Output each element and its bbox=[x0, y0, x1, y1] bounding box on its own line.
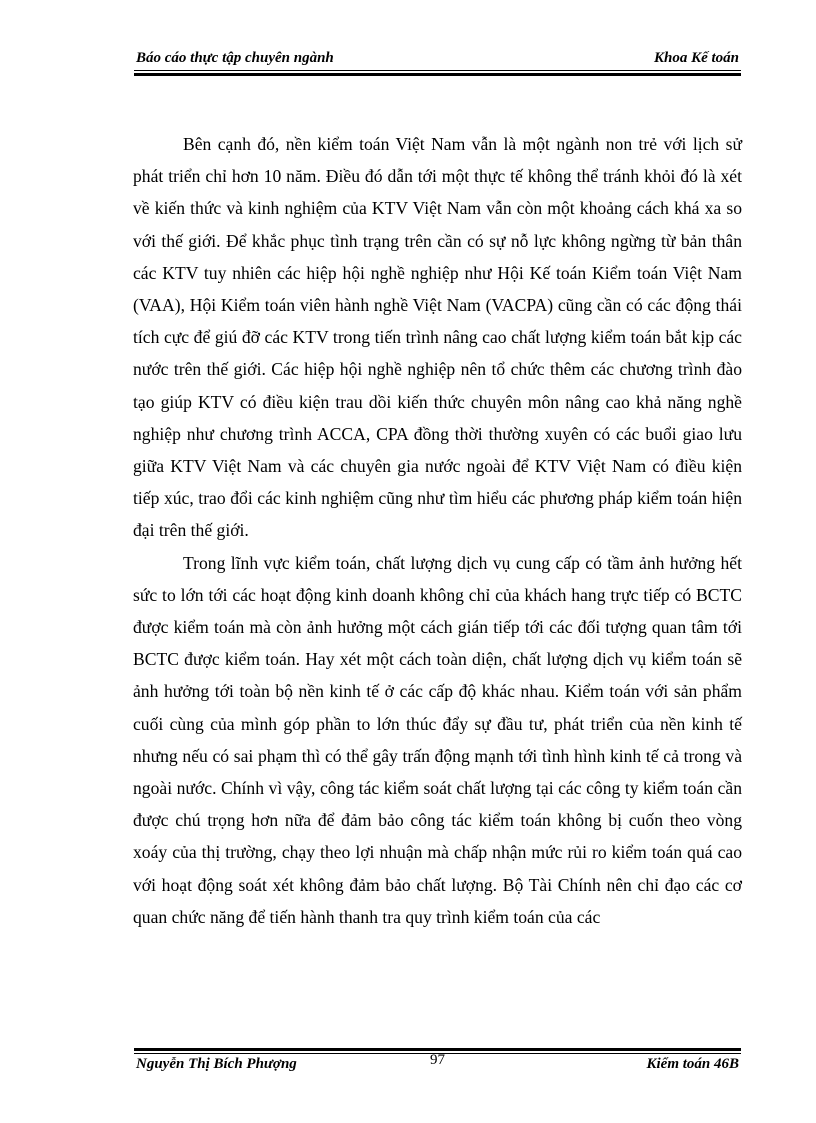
header-report-title: Báo cáo thực tập chuyên ngành bbox=[136, 50, 334, 66]
footer-class: Kiểm toán 46B bbox=[646, 1056, 739, 1072]
header-rule-thin bbox=[134, 70, 741, 71]
paragraph-1: Bên cạnh đó, nền kiểm toán Việt Nam vẫn là một ngành non trẻ với lịch sử phát triển chỉ hơn 10 năm. Điều đó dẫn tới một thực tế không thể tránh khỏi đó là xét về kiến thức và kinh nghiệm của KTV Việt Nam vẫn còn một khoảng cách khá xa so với thế giới. Để khắc phục tình trạng trên cần có sự nỗ lực không ngừng từ bản thân các KTV tuy nhiên các hiệp hội nghề nghiệp như Hội Kế toán Kiểm toán Việt Nam (VAA), Hội Kiểm toán viên hành nghề Việt Nam (VACPA) cũng cần có các động thái tích cực để giú đỡ các KTV trong tiến trình nâng cao chất lượng kiểm toán bắt kịp các nước trên thế giới. Các hiệp hội nghề nghiệp nên tổ chức thêm các chương trình đào tạo giúp KTV có điều kiện trau dồi kiến thức chuyên môn nâng cao khả năng nghề nghiệp như chương trình ACCA, CPA đồng thời thường xuyên có các buổi giao lưu giữa KTV Việt Nam và các chuyên gia nước ngoài để KTV Việt Nam có điều kiện tiếp xúc, trao đổi các kinh nghiệm cũng như tìm hiểu các phương pháp kiểm toán hiện đại trên thế giới. bbox=[133, 134, 742, 541]
paragraph-2: Trong lĩnh vực kiểm toán, chất lượng dịch vụ cung cấp có tầm ảnh hưởng hết sức to lớn tới các hoạt động kinh doanh không chỉ của khách hang trực tiếp có BCTC được kiểm toán mà còn ảnh hưởng một cách gián tiếp tới các đối tượng quan tâm tới BCTC được kiểm toán. Hay xét một cách toàn diện, chất lượng dịch vụ kiểm toán sẽ ảnh hưởng tới toàn bộ nền kinh tế ở các cấp độ khác nhau. Kiểm toán với sản phẩm cuối cùng của mình góp phần to lớn thúc đẩy sự đầu tư, phát triển của nền kinh tế nhưng nếu có sai phạm thì có thể gây trấn động mạnh tới tình hình kinh tế cả trong và ngoài nước. Chính vì vậy, công tác kiểm soát chất lượng tại các công ty kiểm toán cần được chú trọng hơn nữa để đảm bảo công tác kiểm toán không bị cuốn theo vòng xoáy của thị trường, chạy theo lợi nhuận mà chấp nhận mức rủi ro kiểm toán quá cao với hoạt động soát xét không đảm bảo chất lượng. Bộ Tài Chính nên chỉ đạo các cơ quan chức năng để tiến hành thanh tra quy trình kiểm toán của các bbox=[133, 552, 742, 927]
page-number: 97 bbox=[430, 1052, 445, 1068]
header-department: Khoa Kế toán bbox=[653, 50, 739, 66]
header-rule-thick bbox=[134, 73, 741, 76]
page-footer bbox=[134, 1048, 741, 1078]
footer-rule-thick bbox=[134, 1048, 741, 1051]
footer-author: Nguyễn Thị Bích Phượng bbox=[136, 1056, 297, 1072]
body-text bbox=[133, 128, 742, 933]
page-header bbox=[134, 46, 741, 70]
